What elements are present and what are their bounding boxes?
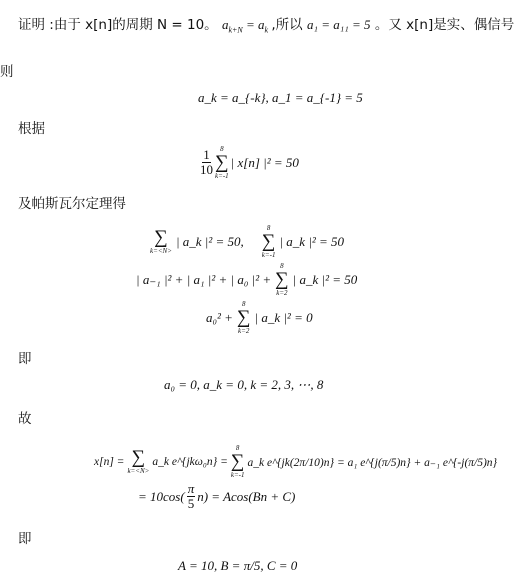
equation-parseval-row1: ∑ k=<N> | a_k |² = 50, 8 ∑ k=-1 | a_k |² = 50 — [150, 224, 345, 259]
equation-parseval-row3: a₀² + 8 ∑ k=2 | a_k |² = 0 — [206, 300, 313, 335]
equation-signal-expansion: x[n] = ∑ k=<N> a_k e^{jkω₀n} = 8 ∑ k=-1 a_k e^{jk(2π/10)n} = a₁ e^{j(π/5)n} + a₋₁ e^{-j(π/5)n} — [94, 444, 498, 479]
a1-equals-five: a₁ = a₁₁ = 5 — [306, 17, 371, 32]
proof-intro-suffix: 。又 x[n]是实、偶信号 — [374, 17, 514, 33]
then-label: 则 — [0, 64, 14, 80]
equation-cosine-form: = 10cos( $\frac{\pi}{5}$ n) = Acos(Bn + C) — [138, 481, 296, 512]
summation-sign: 8 ∑ k=-1 — [230, 444, 245, 479]
label-namely-2: 即 — [18, 531, 32, 547]
periodic-coeff-relation: $a_{k+N} = a_k$ — [221, 17, 269, 35]
summation-sign: 8 ∑ k=2 — [236, 300, 251, 335]
equation-parseval-row2: | a₋₁ |² + | a₁ |² + | a₀ |² + 8 ∑ k=2 | a_k |² = 50 — [136, 262, 358, 297]
proof-intro-line — [18, 13, 514, 35]
summation-sign: ∑ k=<N> — [150, 227, 172, 255]
signal-magnitude-squared: | x[n] |² = 50 — [230, 154, 299, 170]
equation-zero-coefficients: a₀ = 0, a_k = 0, k = 2, 3, ⋯, 8 — [164, 377, 324, 392]
equation-final-parameters: A = 10, B = π/5, C = 0 — [178, 558, 298, 573]
proof-intro-mid: ,所以 — [271, 17, 307, 33]
summation-sign: 8 ∑ k=-1 — [215, 145, 229, 180]
label-according-to: 根据 — [18, 121, 45, 137]
label-namely-1: 即 — [18, 351, 32, 367]
fraction-pi-over-five: $\frac{\pi}{5}$ — [187, 481, 195, 512]
label-parseval: 及帕斯瓦尔定理得 — [18, 196, 126, 212]
fraction-one-tenth: $\frac{1}{10}$ — [200, 146, 213, 177]
summation-sign: 8 ∑ k=-1 — [261, 224, 276, 259]
proof-intro-prefix: 证明 :由于 x[n]的周期 N = 10。 — [18, 17, 218, 33]
summation-sign: ∑ k=<N> — [127, 447, 150, 475]
label-therefore: 故 — [18, 411, 32, 427]
summation-sign: 8 ∑ k=2 — [275, 262, 289, 297]
equation-signal-energy — [200, 145, 299, 180]
equation-symmetry: a_k = a_{-k}, a_1 = a_{-1} = 5 — [198, 90, 363, 105]
